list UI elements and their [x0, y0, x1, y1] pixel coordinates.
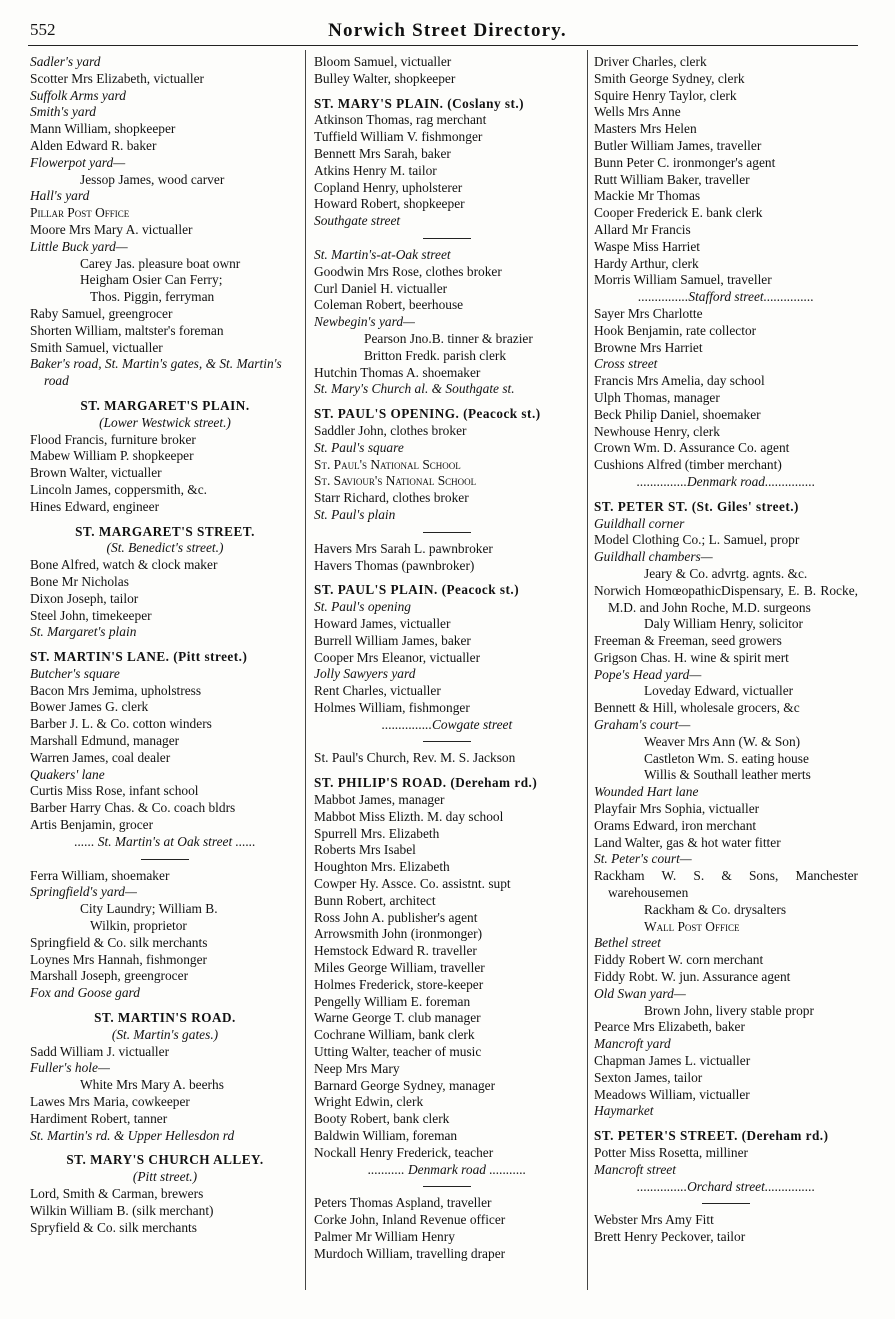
- street-subheading: (Lower Westwick street.): [99, 414, 231, 430]
- directory-entry: Smith George Sydney, clerk: [594, 70, 745, 86]
- directory-entry: Mann William, shopkeeper: [30, 121, 176, 137]
- street-subheading: (St. Benedict's street.): [106, 540, 224, 556]
- directory-entry: Hemstock Edward R. traveller: [314, 943, 477, 959]
- directory-entry: Brown John, livery stable propr: [644, 1002, 814, 1018]
- section-separator: [423, 1186, 471, 1187]
- directory-entry: Bone Alfred, watch & clock maker: [30, 557, 218, 573]
- directory-entry: Loynes Mrs Hannah, fishmonger: [30, 951, 208, 967]
- directory-entry: Pillar Post Office: [30, 205, 130, 221]
- directory-entry: Shorten William, maltster's foreman: [30, 322, 224, 338]
- directory-entry: Rent Charles, victualler: [314, 683, 441, 699]
- directory-entry: Rackham & Co. drysalters: [644, 901, 787, 917]
- directory-entry: Wells Mrs Anne: [594, 104, 681, 120]
- directory-entry: Cooper Frederick E. bank clerk: [594, 205, 763, 221]
- directory-entry: Wall Post Office: [644, 918, 740, 934]
- directory-entry: Pearson Jno.B. tinner & brazier: [364, 330, 533, 346]
- directory-entry: Britton Fredk. parish clerk: [364, 347, 507, 363]
- directory-entry: Bower James G. clerk: [30, 699, 149, 715]
- directory-entry: Brett Henry Peckover, tailor: [594, 1229, 746, 1245]
- directory-entry: Hutchin Thomas A. shoemaker: [314, 364, 481, 380]
- directory-entry: Jessop James, wood carver: [80, 171, 225, 187]
- locality-label: Quakers' lane: [30, 766, 105, 782]
- street-heading: ST. MARGARET'S PLAIN.: [80, 397, 250, 413]
- directory-entry: Rackham W. S. & Sons, Manchester warehousemen: [594, 868, 858, 901]
- locality-label: Fuller's hole—: [30, 1060, 110, 1076]
- directory-entry: Driver Charles, clerk: [594, 54, 707, 69]
- directory-entry: Hook Benjamin, rate collector: [594, 322, 757, 338]
- directory-entry: Bunn Robert, architect: [314, 892, 436, 908]
- directory-entry: Castleton Wm. S. eating house: [644, 750, 809, 766]
- cross-street-marker: ...............Orchard street...............: [636, 1178, 816, 1194]
- locality-label: St. Paul's plain: [314, 506, 396, 522]
- directory-entry: Sadd William J. victualler: [30, 1043, 170, 1059]
- directory-entry: Bone Mr Nicholas: [30, 573, 129, 589]
- directory-entry: Burrell William James, baker: [314, 632, 471, 648]
- locality-label: St. Martin's rd. & Upper Hellesdon rd: [30, 1127, 235, 1143]
- directory-entry: Newhouse Henry, clerk: [594, 423, 720, 439]
- column-3: [594, 54, 858, 1246]
- locality-label: Bethel street: [594, 935, 661, 951]
- directory-entry: Playfair Mrs Sophia, victualler: [594, 801, 760, 817]
- street-subheading: (Pitt street.): [132, 1169, 198, 1185]
- locality-label: Guildhall chambers—: [594, 549, 713, 565]
- directory-entry: Mabew William P. shopkeeper: [30, 448, 194, 464]
- directory-entry: Lawes Mrs Maria, cowkeeper: [30, 1094, 190, 1110]
- column-divider: [587, 50, 588, 1290]
- directory-entry: Artis Benjamin, grocer: [30, 817, 154, 833]
- directory-entry: Morris William Samuel, traveller: [594, 272, 772, 288]
- directory-entry: St. Paul's Church, Rev. M. S. Jackson: [314, 750, 516, 766]
- directory-entry: Holmes William, fishmonger: [314, 699, 470, 715]
- directory-entry: Ross John A. publisher's agent: [314, 909, 478, 925]
- directory-entry: Warren James, coal dealer: [30, 749, 171, 765]
- cross-street-marker: ...... St. Martin's at Oak street ......: [74, 833, 256, 849]
- directory-entry: Curtis Miss Rose, infant school: [30, 783, 199, 799]
- locality-label: Southgate street: [314, 213, 401, 229]
- locality-label: Hall's yard: [30, 188, 90, 204]
- locality-label: Haymarket: [594, 1103, 654, 1119]
- directory-entry: Marshall Edmund, manager: [30, 733, 180, 749]
- directory-entry: Curl Daniel H. victualler: [314, 280, 448, 296]
- directory-entry: Marshall Joseph, greengrocer: [30, 968, 189, 984]
- locality-label: St. Margaret's plain: [30, 624, 137, 640]
- directory-entry: Atkinson Thomas, rag merchant: [314, 112, 487, 128]
- directory-entry: Barber Harry Chas. & Co. coach bldrs: [30, 800, 236, 816]
- directory-entry: Masters Mrs Helen: [594, 121, 697, 137]
- section-separator: [702, 1203, 750, 1204]
- directory-entry: Wilkin William B. (silk merchant): [30, 1202, 214, 1218]
- column-1: [30, 54, 300, 1236]
- locality-label: Little Buck yard—: [30, 238, 128, 254]
- directory-entry: Scotter Mrs Elizabeth, victualler: [30, 70, 205, 86]
- column-2: [314, 54, 580, 1263]
- directory-entry: Booty Robert, bank clerk: [314, 1111, 450, 1127]
- directory-entry: Browne Mrs Harriet: [594, 339, 703, 355]
- directory-entry: Spryfield & Co. silk merchants: [30, 1219, 197, 1235]
- directory-entry: Smith Samuel, victualler: [30, 339, 163, 355]
- directory-entry: Neep Mrs Mary: [314, 1060, 400, 1076]
- directory-entry: Palmer Mr William Henry: [314, 1229, 455, 1244]
- directory-entry: Chapman James L. victualler: [594, 1053, 751, 1069]
- directory-entry: Howard Robert, shopkeeper: [314, 196, 465, 212]
- directory-entry: Atkins Henry M. tailor: [314, 162, 437, 178]
- directory-entry: Allard Mr Francis: [594, 221, 691, 237]
- locality-label: Graham's court—: [594, 717, 691, 733]
- directory-entry: Model Clothing Co.; L. Samuel, propr: [594, 532, 800, 548]
- directory-entry: Waspe Miss Harriet: [594, 238, 701, 254]
- locality-label: Guildhall corner: [594, 515, 685, 531]
- directory-entry: Mackie Mr Thomas: [594, 188, 701, 204]
- directory-entry: Arrowsmith John (ironmonger): [314, 926, 483, 942]
- directory-entry: Coleman Robert, beerhouse: [314, 297, 464, 313]
- directory-entry: Steel John, timekeeper: [30, 607, 152, 623]
- page-number: 552: [30, 20, 56, 39]
- directory-entry: Springfield & Co. silk merchants: [30, 934, 208, 950]
- directory-entry: Fiddy Robt. W. jun. Assurance agent: [594, 969, 791, 985]
- directory-entry: Nockall Henry Frederick, teacher: [314, 1144, 494, 1160]
- directory-entry: Cowper Hy. Assce. Co. assistnt. supt: [314, 876, 511, 892]
- directory-entry: Land Walter, gas & hot water fitter: [594, 834, 781, 850]
- directory-entry: St. Saviour's National School: [314, 473, 477, 489]
- directory-entry: Mabbot Miss Elizth. M. day school: [314, 808, 504, 824]
- locality-label: Cross street: [594, 356, 658, 372]
- section-separator: [423, 741, 471, 742]
- directory-entry: City Laundry; William B.: [80, 901, 218, 917]
- directory-entry: Cooper Mrs Eleanor, victualler: [314, 649, 481, 665]
- locality-label: Flowerpot yard—: [30, 154, 126, 170]
- directory-entry: Daly William Henry, solicitor: [644, 616, 803, 632]
- directory-entry: White Mrs Mary A. beerhs: [80, 1077, 224, 1093]
- locality-label: Smith's yard: [30, 104, 96, 120]
- locality-label: St. Paul's opening: [314, 599, 411, 615]
- locality-label: Fox and Goose gard: [30, 985, 140, 1001]
- directory-entry: Heigham Osier Can Ferry;: [80, 272, 223, 288]
- directory-entry: Houghton Mrs. Elizabeth: [314, 859, 450, 875]
- directory-entry: Pearce Mrs Elizabeth, baker: [594, 1019, 745, 1035]
- directory-entry: Meadows William, victualler: [594, 1086, 750, 1102]
- cross-street-marker: ...............Denmark road...............: [636, 473, 816, 489]
- directory-entry: Squire Henry Taylor, clerk: [594, 87, 737, 103]
- directory-entry: Orams Edward, iron merchant: [594, 817, 757, 833]
- section-separator: [423, 238, 471, 239]
- directory-entry: Fiddy Robert W. corn merchant: [594, 952, 764, 968]
- street-heading: ST. MARY'S PLAIN. (Coslany st.): [314, 95, 525, 111]
- directory-entry: Saddler John, clothes broker: [314, 422, 467, 438]
- directory-entry: Moore Mrs Mary A. victualler: [30, 221, 193, 237]
- directory-entry: Bennett Mrs Sarah, baker: [314, 145, 451, 161]
- street-heading: ST. PETER'S STREET. (Dereham rd.): [594, 1128, 829, 1144]
- directory-entry: Corke John, Inland Revenue officer: [314, 1212, 506, 1228]
- directory-entry: Grigson Chas. H. wine & spirit mert: [594, 649, 789, 665]
- directory-entry: Goodwin Mrs Rose, clothes broker: [314, 263, 502, 279]
- directory-entry: Ferra William, shoemaker: [30, 867, 170, 883]
- directory-entry: Warne George T. club manager: [314, 1010, 481, 1026]
- locality-label: St. Paul's square: [314, 439, 404, 455]
- directory-entry: Tuffield William V. fishmonger: [314, 129, 483, 145]
- directory-entry: Potter Miss Rosetta, milliner: [594, 1145, 748, 1160]
- directory-entry: Crown Wm. D. Assurance Co. agent: [594, 440, 790, 456]
- locality-label: St. Mary's Church al. & Southgate st.: [314, 381, 515, 397]
- street-subheading: (St. Martin's gates.): [111, 1026, 219, 1042]
- directory-entry: Webster Mrs Amy Fitt: [594, 1212, 714, 1228]
- directory-entry: Havers Thomas (pawnbroker): [314, 557, 475, 573]
- directory-entry: Mabbot James, manager: [314, 792, 445, 808]
- locality-label: Sadler's yard: [30, 54, 101, 69]
- directory-entry: Peters Thomas Aspland, traveller: [314, 1195, 492, 1211]
- directory-entry: Bennett & Hill, wholesale grocers, &c: [594, 700, 800, 716]
- directory-entry: Starr Richard, clothes broker: [314, 490, 469, 506]
- street-heading: ST. MARGARET'S STREET.: [75, 523, 255, 539]
- directory-entry: Hines Edward, engineer: [30, 498, 160, 514]
- locality-label: Mancroft street: [594, 1161, 676, 1177]
- directory-entry: St. Paul's National School: [314, 456, 461, 472]
- cross-street-marker: ........... Denmark road ...........: [367, 1161, 527, 1177]
- directory-entry: Sexton James, tailor: [594, 1069, 703, 1085]
- locality-label: Pope's Head yard—: [594, 666, 702, 682]
- directory-entry: Bloom Samuel, victualler: [314, 54, 452, 69]
- locality-label: Jolly Sawyers yard: [314, 666, 416, 682]
- locality-label: Suffolk Arms yard: [30, 87, 126, 103]
- street-heading: ST. PETER ST. (St. Giles' street.): [594, 498, 799, 514]
- directory-entry: Wright Edwin, clerk: [314, 1094, 424, 1110]
- section-separator: [423, 532, 471, 533]
- directory-entry: Spurrell Mrs. Elizabeth: [314, 825, 440, 841]
- locality-label: Butcher's square: [30, 665, 120, 681]
- directory-entry: Murdoch William, travelling draper: [314, 1245, 506, 1261]
- locality-label: St. Martin's-at-Oak street: [314, 246, 451, 262]
- street-heading: ST. PHILIP'S ROAD. (Dereham rd.): [314, 775, 538, 791]
- cross-street-marker: ...............Stafford street...............: [638, 289, 814, 305]
- directory-entry: Carey Jas. pleasure boat ownr: [80, 255, 241, 271]
- locality-label: Mancroft yard: [594, 1036, 671, 1052]
- directory-entry: Cochrane William, bank clerk: [314, 1027, 475, 1043]
- directory-entry: Lincoln James, coppersmith, &c.: [30, 481, 208, 497]
- directory-entry: Utting Walter, teacher of music: [314, 1044, 482, 1060]
- directory-entry: Weaver Mrs Ann (W. & Son): [644, 733, 801, 749]
- directory-entry: Raby Samuel, greengrocer: [30, 305, 173, 321]
- locality-label: Old Swan yard—: [594, 985, 686, 1001]
- directory-entry: Freeman & Freeman, seed growers: [594, 633, 782, 649]
- directory-entry: Ulph Thomas, manager: [594, 389, 720, 405]
- directory-entry: Francis Mrs Amelia, day school: [594, 373, 765, 389]
- locality-label: Newbegin's yard—: [314, 314, 415, 330]
- directory-entry: Barber J. L. & Co. cotton winders: [30, 716, 212, 732]
- directory-entry: Havers Mrs Sarah L. pawnbroker: [314, 540, 493, 556]
- directory-entry: Miles George William, traveller: [314, 960, 485, 976]
- locality-label: Springfield's yard—: [30, 884, 137, 900]
- directory-entry: Thos. Piggin, ferryman: [90, 289, 215, 305]
- street-heading: ST. MARTIN'S LANE. (Pitt street.): [30, 649, 248, 665]
- directory-entry: Beck Philip Daniel, shoemaker: [594, 406, 761, 422]
- directory-entry: Cushions Alfred (timber merchant): [594, 457, 782, 473]
- directory-entry: Lord, Smith & Carman, brewers: [30, 1186, 204, 1201]
- street-heading: ST. MARTIN'S ROAD.: [94, 1010, 236, 1026]
- street-heading: ST. PAUL'S OPENING. (Peacock st.): [314, 406, 541, 422]
- directory-entry: Loveday Edward, victualler: [644, 683, 794, 699]
- cross-street-marker: ...............Cowgate street: [381, 716, 513, 732]
- directory-entry: Butler William James, traveller: [594, 137, 762, 153]
- directory-entry: Howard James, victualler: [314, 615, 451, 631]
- page-title: Norwich Street Directory.: [328, 20, 567, 41]
- directory-entry: Rutt William Baker, traveller: [594, 171, 750, 187]
- directory-entry: Flood Francis, furniture broker: [30, 431, 196, 447]
- directory-entry: Bunn Peter C. ironmonger's agent: [594, 154, 776, 170]
- directory-entry: Copland Henry, upholsterer: [314, 179, 463, 195]
- locality-label: Wounded Hart lane: [594, 784, 699, 800]
- section-separator: [141, 859, 189, 860]
- directory-entry: Wilkin, proprietor: [90, 918, 187, 934]
- street-heading: ST. MARY'S CHURCH ALLEY.: [66, 1152, 264, 1168]
- locality-label: Baker's road, St. Martin's gates, & St. Martin's road: [30, 356, 282, 389]
- directory-entry: Bacon Mrs Jemima, upholstress: [30, 682, 202, 698]
- directory-entry: Bulley Walter, shopkeeper: [314, 70, 456, 86]
- directory-entry: Dixon Joseph, tailor: [30, 590, 139, 606]
- directory-entry: Roberts Mrs Isabel: [314, 842, 416, 858]
- header-rule: [28, 45, 858, 46]
- directory-entry: Hardiment Robert, tanner: [30, 1110, 168, 1126]
- directory-entry: Alden Edward R. baker: [30, 137, 157, 153]
- locality-label: St. Peter's court—: [594, 851, 692, 867]
- directory-entry: Pengelly William E. foreman: [314, 993, 471, 1009]
- directory-entry: Baldwin William, foreman: [314, 1128, 458, 1144]
- directory-entry: Norwich HomœopathicDispensary, E. B. Rocke, M.D. and John Roche, M.D. surgeons: [594, 582, 858, 615]
- directory-entry: Sayer Mrs Charlotte: [594, 305, 703, 321]
- directory-entry: Hardy Arthur, clerk: [594, 255, 699, 271]
- directory-entry: Holmes Frederick, store-keeper: [314, 976, 484, 992]
- directory-entry: Willis & Southall leather merts: [644, 767, 811, 783]
- directory-entry: Jeary & Co. advrtg. agnts. &c.: [644, 565, 808, 581]
- column-divider: [305, 50, 306, 1290]
- street-heading: ST. PAUL'S PLAIN. (Peacock st.): [314, 582, 520, 598]
- directory-entry: Brown Walter, victualler: [30, 465, 162, 481]
- directory-entry: Barnard George Sydney, manager: [314, 1077, 496, 1093]
